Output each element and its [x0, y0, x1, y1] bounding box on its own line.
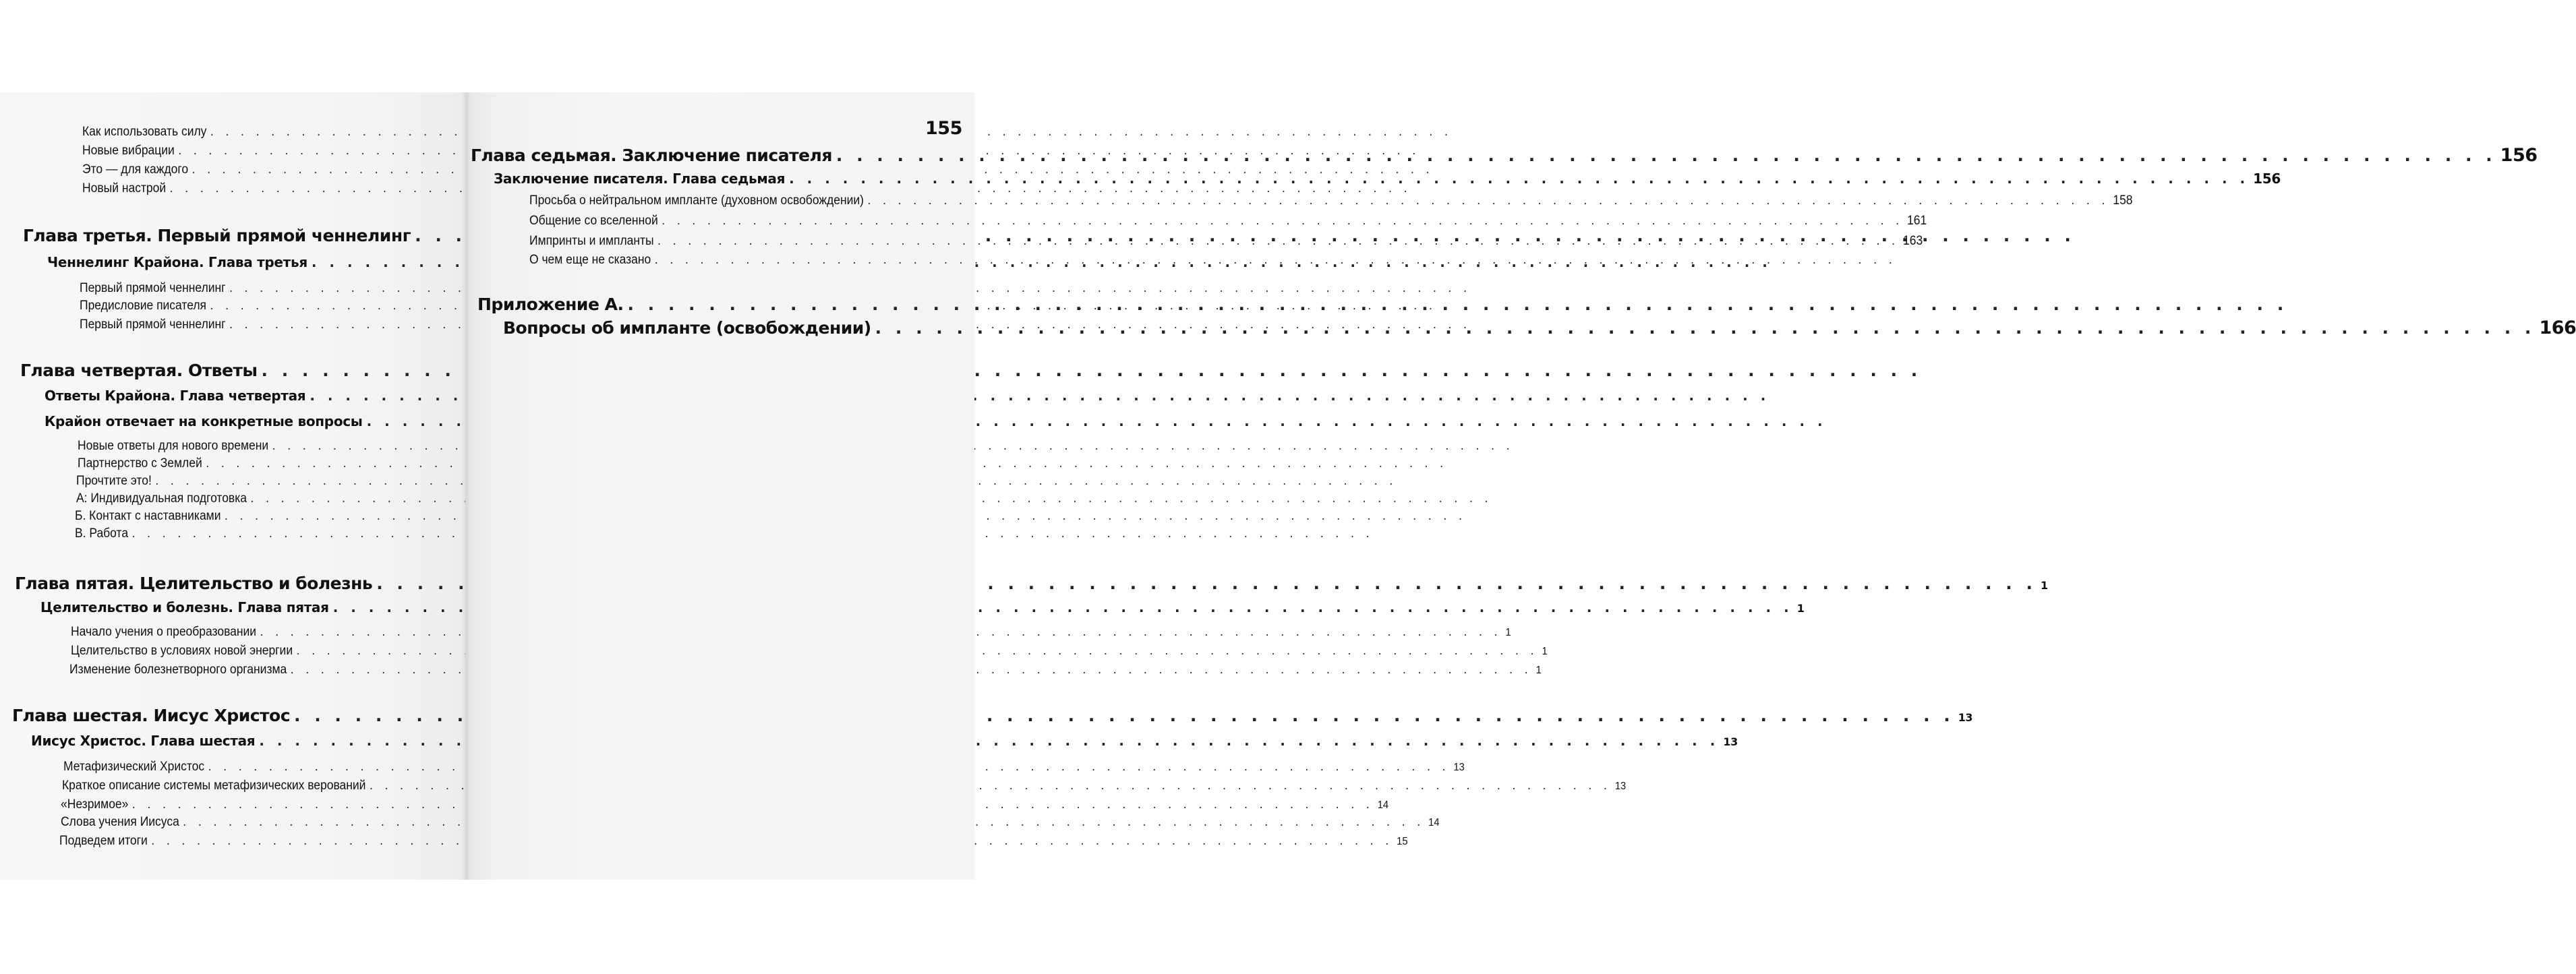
- toc-entry-page: 1: [1542, 646, 1548, 657]
- toc-entry: [45, 413, 465, 429]
- dot-leader: [875, 318, 2536, 338]
- toc-entry: [78, 456, 434, 471]
- dot-leader: [789, 171, 2249, 187]
- toc-entry: [917, 118, 962, 139]
- toc-entry-page: 163: [1903, 234, 1923, 248]
- toc-entry-title: Новые вибрации: [82, 144, 175, 158]
- toc-entry-title: Целительство и болезнь. Глава пятая: [40, 599, 329, 615]
- toc-entry: [12, 706, 1973, 725]
- toc-entry: [63, 760, 1465, 774]
- dot-leader: [627, 295, 2287, 314]
- toc-entry: [82, 181, 435, 196]
- toc-entry-title: Партнерство с Землей: [78, 456, 202, 470]
- dot-leader: [867, 193, 2109, 208]
- toc-entry-title: Глава шестая. Иисус Христос: [12, 706, 291, 725]
- toc-entry-title: Импринты и импланты: [529, 234, 654, 248]
- toc-entry: [529, 253, 914, 268]
- toc-entry: [31, 733, 1738, 749]
- toc-entry-title: Глава седьмая. Заключение писателя: [471, 146, 832, 165]
- dot-leader: [657, 234, 1899, 249]
- toc-entry-page: 155: [925, 118, 962, 139]
- toc-entry: [80, 281, 434, 296]
- toc-entry-title: Слова учения Иисуса: [61, 815, 179, 829]
- toc-entry: [45, 388, 465, 404]
- toc-entry-title: Целительство в условиях новой энергии: [71, 644, 293, 658]
- toc-entry: [503, 317, 2576, 338]
- toc-entry: [15, 574, 2048, 593]
- toc-entry-title: Изменение болезнетворного организма: [69, 663, 287, 677]
- toc-entry: [82, 162, 435, 177]
- toc-entry-title: Это — для каждого: [82, 162, 189, 177]
- toc-entry-page: 14: [1428, 817, 1440, 828]
- toc-entry: [529, 234, 1923, 249]
- toc-entry-page: 1: [2040, 579, 2048, 592]
- toc-entry-page: 13: [1453, 762, 1465, 773]
- toc-entry-title: Новый настрой: [82, 181, 167, 195]
- toc-entry-title: «Незримое»: [61, 797, 129, 812]
- toc-entry: [471, 145, 2538, 166]
- toc-entry-title: Начало учения о преобразовании: [71, 625, 257, 639]
- toc-entry-title: Глава четвертая. Ответы: [20, 361, 258, 380]
- toc-entry-title: Ответы Крайона. Глава четвертая: [45, 388, 306, 404]
- toc-entry-page: 158: [2113, 193, 2133, 208]
- toc-entry: [61, 797, 1389, 812]
- toc-entry-title: Глава пятая. Целительство и болезнь: [15, 574, 373, 593]
- toc-entry-title: Приложение А.: [477, 295, 624, 314]
- toc-entry: [82, 125, 435, 140]
- toc-entry-page: 1: [1505, 627, 1511, 638]
- dot-leader: [655, 253, 1896, 268]
- toc-entry: [76, 474, 434, 489]
- toc-entry-title: Общение со вселенной: [529, 214, 658, 228]
- toc-entry: [47, 254, 465, 270]
- book-spread: [0, 92, 2576, 880]
- toc-entry-page: 15: [1397, 836, 1408, 847]
- toc-entry-page: 13: [1723, 735, 1738, 748]
- toc-entry: [69, 663, 1542, 677]
- toc-entry: [71, 625, 1511, 640]
- toc-entry: [529, 214, 1927, 229]
- toc-entry-title: Прочтите это!: [76, 474, 152, 488]
- toc-entry-title: Новые ответы для нового времени: [78, 439, 269, 453]
- dot-leader: [836, 146, 2496, 165]
- toc-entry-title: А: Индивидуальная подготовка: [76, 491, 247, 506]
- toc-entry-title: О чем еще не сказано: [529, 253, 651, 267]
- toc-entry: [80, 299, 434, 313]
- toc-entry: [20, 361, 465, 380]
- toc-entry-title: Б. Контакт с наставниками: [75, 509, 221, 523]
- toc-entry: [477, 295, 954, 314]
- toc-entry: [494, 171, 2281, 187]
- toc-entry-title: Вопросы об импланте (освобождении): [503, 318, 871, 338]
- toc-entry-page: 166: [2539, 317, 2576, 338]
- toc-entry-page: 13: [1958, 711, 1973, 724]
- toc-entry-page: 1: [1796, 602, 1805, 615]
- toc-entry-page: 161: [1907, 214, 1927, 228]
- toc-entry-page: 156: [2253, 171, 2281, 187]
- toc-entry-page: 1: [1535, 665, 1542, 676]
- toc-entry: [82, 144, 435, 158]
- dot-leader: [662, 214, 1903, 229]
- toc-entry-title: Предисловие писателя: [80, 299, 206, 313]
- toc-entry: [71, 644, 1548, 659]
- toc-entry: [80, 317, 434, 332]
- toc-entry-page: 156: [2500, 145, 2538, 166]
- toc-entry: [529, 193, 2133, 208]
- toc-entry-title: Глава третья. Первый прямой ченнелинг: [23, 226, 411, 245]
- toc-entry-title: Первый прямой ченнелинг: [80, 317, 226, 332]
- toc-entry-page: 13: [1614, 781, 1627, 792]
- toc-entry-title: Подведем итоги: [59, 834, 148, 848]
- toc-entry: [78, 439, 434, 454]
- toc-entry: [62, 779, 1627, 793]
- toc-entry: [61, 815, 1440, 830]
- toc-entry-title: Первый прямой ченнелинг: [80, 281, 226, 295]
- toc-entry-title: Иисус Христос. Глава шестая: [31, 733, 256, 749]
- toc-entry-title: Метафизический Христос: [63, 760, 205, 774]
- toc-entry: [40, 599, 1805, 615]
- toc-entry-title: Крайон отвечает на конкретные вопросы: [45, 413, 363, 429]
- toc-entry-title: Краткое описание системы метафизических верований: [62, 779, 366, 793]
- toc-entry-title: Ченнелинг Крайона. Глава третья: [47, 254, 308, 270]
- toc-entry: [76, 491, 434, 506]
- toc-entry-title: Как использовать силу: [82, 125, 207, 139]
- toc-entry-title: В. Работа: [75, 526, 129, 541]
- toc-entry: [75, 526, 434, 541]
- toc-entry: [23, 226, 465, 245]
- toc-entry-title: Просьба о нейтральном импланте (духовном освобождении): [529, 193, 864, 208]
- toc-entry: [59, 834, 1408, 849]
- toc-entry-title: Заключение писателя. Глава седьмая: [494, 171, 786, 187]
- toc-entry-page: 14: [1377, 799, 1389, 811]
- toc-entry: [75, 509, 434, 524]
- book-gutter: [461, 92, 471, 880]
